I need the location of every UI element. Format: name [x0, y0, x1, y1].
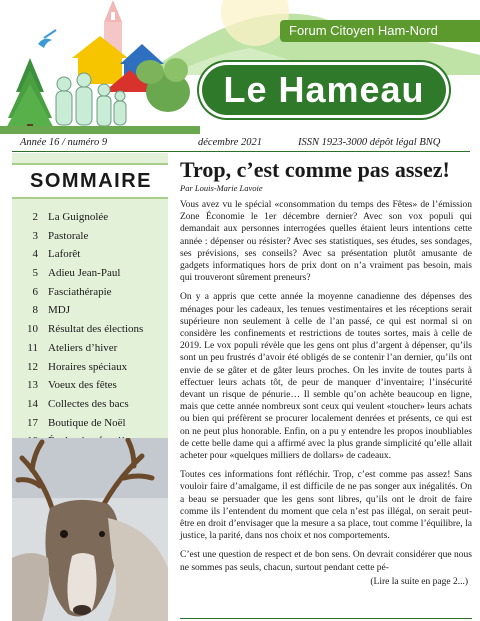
toc-label: Pastorale [48, 229, 89, 242]
main-article [180, 153, 472, 621]
toc-label: La Guignolée [48, 211, 109, 223]
article-byline: Par Louis-Marie Lavoie [180, 183, 263, 193]
toc-page: 11 [27, 341, 38, 354]
toc-label: Boutique de Noël [48, 416, 126, 429]
toc-label: Voeux des fêtes [48, 379, 117, 392]
reindeer-photo [12, 438, 168, 621]
toc-item[interactable] [12, 283, 168, 302]
toc-item[interactable] [12, 208, 168, 227]
divider [12, 151, 470, 152]
toc-page: 13 [27, 379, 38, 392]
toc-label: MDJ [48, 304, 71, 317]
forum-banner: Forum Citoyen Ham-Nord [280, 20, 480, 42]
toc-item[interactable] [12, 245, 168, 264]
toc-page: 14 [27, 397, 38, 410]
article-paragraph: On y a appris que cette année la moyenne canadienne des dépenses des ménages pour les cadeaux, les tenues vestimentaires et les réceptions serait supérieure non seulement à celle de l’an passé, ce qui est normal si on considère les confinements et restrictions de toutes sortes, mais à celle de 2019. Le vox populi révèle que les gens ont plus d’argent à dépenser, qu’ils sont un peu frustrés d’avoir été obligés de se contenir l’an dernier, qu’ils ont envie de se gâter et de gâter leurs proches. On les invite de toutes parts à effectuer leurs achats tôt, de peur de manquer d’inventaire; l’insécurité devant un risque de pénurie… Il semble qu’on achète beaucoup en ligne, mais que cette année nombreux sont ceux qui veulent «toucher» leurs achats ou bien qui préfèrent se procurer localement denrées et présents, ce qui est on ne peut plus honorable. Enfin, on a pu y entendre les propos inoubliables de cette belle dame qui a affirmé avec la plus grande simplicité qu’elle allait acheter pour «quelques milliers de dollars» de cadeaux. [180, 292, 472, 462]
toc-page: 6 [32, 285, 38, 298]
continued-link[interactable]: (Lire la suite en page 2...) [370, 576, 468, 587]
table-of-contents [12, 208, 168, 470]
toc-label: Résultat des élections [48, 323, 144, 336]
masthead-title: Le Hameau [202, 65, 446, 115]
article-title: Trop, c’est comme pas assez! [180, 157, 450, 182]
toc-label: Laforêt [48, 248, 81, 261]
toc-item[interactable] [12, 264, 168, 283]
toc-page: 4 [32, 248, 38, 261]
toc-item[interactable] [12, 395, 168, 414]
toc-page: 2 [32, 211, 38, 223]
toc-item[interactable] [12, 339, 168, 358]
toc-label: Ateliers d’hiver [48, 341, 118, 354]
reindeer-photo-icon [12, 438, 168, 621]
toc-page: 3 [32, 229, 38, 242]
toc-page: 12 [27, 360, 38, 373]
toc-item[interactable] [12, 358, 168, 377]
newsletter-header [0, 0, 480, 134]
toc-item[interactable] [12, 227, 168, 246]
issue-issn: ISSN 1923-3000 dépôt légal BNQ [298, 137, 441, 148]
toc-label: Collectes des bacs [48, 397, 129, 410]
toc-item[interactable] [12, 376, 168, 395]
toc-page: 17 [27, 416, 38, 429]
issue-number: Année 16 / numéro 9 [20, 137, 108, 148]
toc-page: 10 [27, 323, 38, 336]
issue-info-bar [12, 136, 470, 150]
toc-item[interactable] [12, 320, 168, 339]
toc-label: Fasciathérapie [48, 285, 112, 298]
divider [180, 618, 472, 619]
toc-item[interactable] [12, 414, 168, 433]
toc-page: 5 [32, 267, 38, 280]
toc-page: 8 [32, 304, 38, 317]
sommaire-sidebar [12, 153, 168, 621]
sommaire-title: SOMMAIRE [30, 170, 152, 192]
toc-item[interactable] [12, 301, 168, 320]
toc-label: Adieu Jean-Paul [48, 267, 121, 280]
sommaire-title-box [12, 163, 168, 199]
issue-date: décembre 2021 [198, 137, 263, 148]
toc-label: Horaires spéciaux [48, 360, 128, 373]
article-paragraph: C’est une question de respect et de bon sens. On devrait considérer que nous ne sommes pas seuls, chacun, surtout pendant cette pé- [180, 550, 472, 573]
article-paragraph: Toutes ces informations font réfléchir. Trop, c’est comme pas assez! Sans vouloir faire d’amalgame, il est difficile de ne pas songer aux inégalités. On a beau se persuader que les gens sont libres, qu’ils ont le droit de faire comme ils l’entendent du moment que cela n’est pas illégal, on serait peut-être en droit d’envisager que la mesure a sa place, tout comme l’équilibre, la justice, la parité, dans nos choix et nos comportements. [180, 470, 472, 542]
article-paragraph: Vous avez vu le spécial «consommation du temps des Fêtes» de l’émission Zone Économie le 1er décembre dernier? Avec son vox populi qui demandait aux personnes interrogées quelles étaient leurs intentions cette année : dépenser ou résister? Avec ses statistiques, ses études, ses sondages, ses prévisions, ses conseils? Avec sa présentation plutôt amusante de gadgets informatiques hors de prix dont on n’a vraiment pas besoin, mais qui trouveront sûrement preneurs? [180, 200, 472, 284]
